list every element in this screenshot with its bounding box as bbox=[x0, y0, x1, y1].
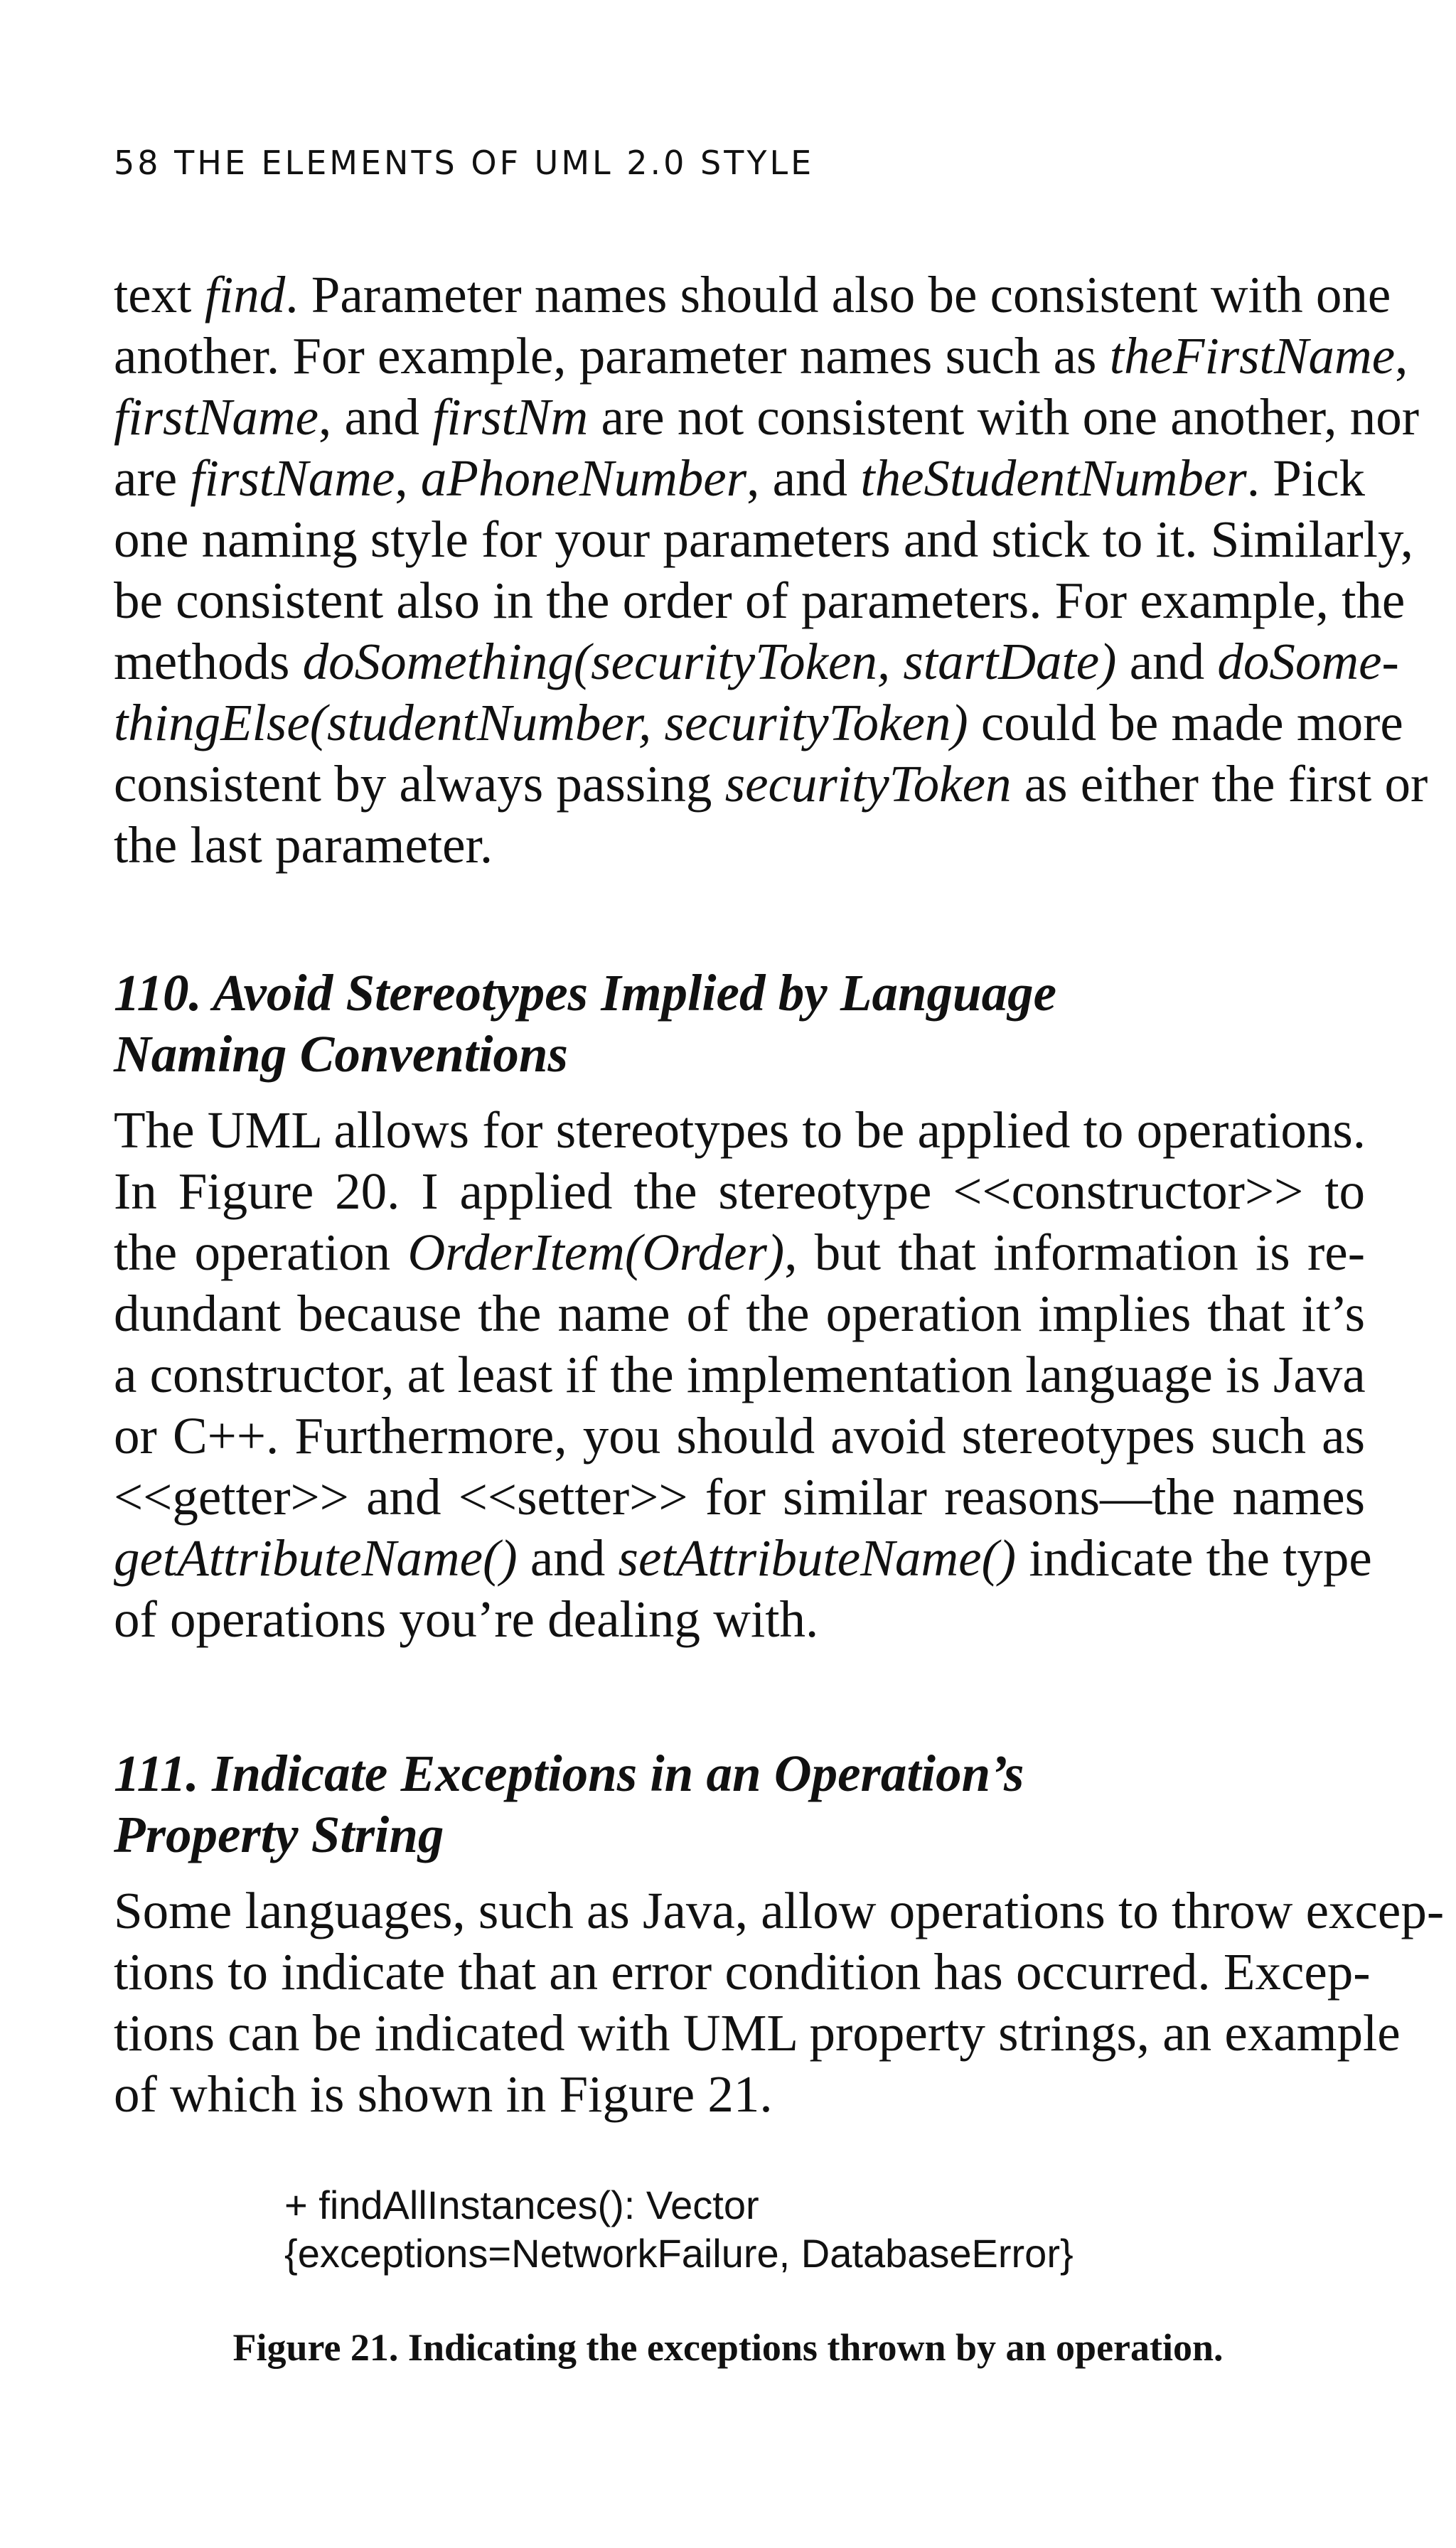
text-run: , bbox=[395, 449, 421, 507]
text-line: one naming style for your parameters and stick to it. Similarly, bbox=[114, 510, 1413, 568]
section-heading-111 bbox=[114, 1743, 1365, 1866]
text-line bbox=[114, 264, 1391, 326]
text-run: , bbox=[1395, 327, 1408, 385]
text-line: In Figure 20. I applied the stereotype <<constructor>> to bbox=[114, 1162, 1365, 1220]
text-run: , but that information is re- bbox=[784, 1224, 1366, 1281]
text-line: tions can be indicated with UML property strings, an example bbox=[114, 2004, 1401, 2062]
text-line bbox=[114, 1222, 1365, 1283]
text-run: as either the first or bbox=[1011, 755, 1428, 813]
heading-line: Naming Conventions bbox=[114, 1025, 568, 1083]
text-line: dundant because the name of the operation implies that it’s bbox=[114, 1285, 1365, 1342]
text-run: and bbox=[1116, 633, 1218, 690]
text-line: or C++. Furthermore, you should avoid stereotypes such as bbox=[114, 1407, 1365, 1465]
text-run: and bbox=[517, 1529, 619, 1587]
operation-signature-line: + findAllInstances(): Vector bbox=[284, 2183, 759, 2227]
italic-term: theFirstName bbox=[1109, 327, 1396, 385]
text-run: are bbox=[114, 449, 191, 507]
text-line bbox=[114, 754, 1428, 815]
text-line: The UML allows for stereotypes to be applied to operations. bbox=[114, 1101, 1366, 1159]
text-line bbox=[114, 387, 1420, 448]
text-run: consistent by always passing bbox=[114, 755, 725, 813]
running-head: 58 THE ELEMENTS OF UML 2.0 STYLE bbox=[114, 144, 815, 182]
text-line: Some languages, such as Java, allow operations to throw excep- bbox=[114, 1882, 1445, 1939]
figure-21-operation-signature bbox=[284, 2181, 1074, 2278]
text-line: <<getter>> and <<setter>> for similar reasons—the names bbox=[114, 1468, 1365, 1526]
text-line: the last parameter. bbox=[114, 816, 493, 874]
italic-term: setAttributeName() bbox=[618, 1529, 1017, 1587]
text-run: methods bbox=[114, 633, 303, 690]
text-run: , and bbox=[318, 388, 433, 446]
text-run: the operation bbox=[114, 1224, 408, 1281]
text-run: . Parameter names should also be consistent with one bbox=[285, 266, 1391, 323]
italic-term: thingElse(studentNumber, securityToken) bbox=[114, 694, 968, 751]
text-line: of which is shown in Figure 21. bbox=[114, 2065, 773, 2123]
text-run: are not consistent with one another, nor bbox=[588, 388, 1420, 446]
property-string-line: {exceptions=NetworkFailure, DatabaseError} bbox=[284, 2231, 1074, 2276]
paragraph-exceptions bbox=[114, 1880, 1445, 2125]
section-heading-110 bbox=[114, 963, 1365, 1085]
heading-line: 110. Avoid Stereotypes Implied by Language bbox=[114, 964, 1057, 1022]
italic-term: doSomething(securityToken, startDate) bbox=[302, 633, 1117, 690]
text-run: text bbox=[114, 266, 205, 323]
text-line bbox=[114, 631, 1399, 692]
text-run: indicate the type bbox=[1016, 1529, 1372, 1587]
italic-term: aPhoneNumber bbox=[420, 449, 747, 507]
italic-term: firstNm bbox=[432, 388, 589, 446]
paragraph-parameter-consistency bbox=[114, 264, 1428, 876]
text-line bbox=[114, 448, 1365, 509]
heading-line: 111. Indicate Exceptions in an Operation’s bbox=[114, 1745, 1024, 1802]
text-line bbox=[114, 692, 1403, 754]
figure-caption: Figure 21. Indicating the exceptions thrown by an operation. bbox=[232, 2326, 1224, 2369]
italic-term: firstName bbox=[114, 388, 318, 446]
text-run: another. For example, parameter names such as bbox=[114, 327, 1110, 385]
italic-term: find bbox=[204, 266, 286, 323]
italic-term: firstName bbox=[190, 449, 395, 507]
text-line bbox=[114, 1528, 1372, 1589]
italic-term: OrderItem(Order) bbox=[407, 1224, 785, 1281]
text-line: be consistent also in the order of parameters. For example, the bbox=[114, 572, 1406, 629]
text-line bbox=[114, 326, 1408, 387]
text-line: tions to indicate that an error condition has occurred. Excep- bbox=[114, 1943, 1371, 2001]
italic-term: getAttributeName() bbox=[114, 1529, 518, 1587]
italic-term: doSome- bbox=[1217, 633, 1399, 690]
italic-term: theStudentNumber bbox=[860, 449, 1247, 507]
text-line: a constructor, at least if the implementation language is Java bbox=[114, 1346, 1366, 1403]
text-run: . Pick bbox=[1246, 449, 1366, 507]
text-run: could be made more bbox=[968, 694, 1403, 751]
heading-line: Property String bbox=[114, 1806, 444, 1863]
text-line: of operations you’re dealing with. bbox=[114, 1590, 819, 1648]
italic-term: securityToken bbox=[724, 755, 1012, 813]
text-run: , and bbox=[746, 449, 861, 507]
paragraph-stereotypes bbox=[114, 1100, 1372, 1650]
